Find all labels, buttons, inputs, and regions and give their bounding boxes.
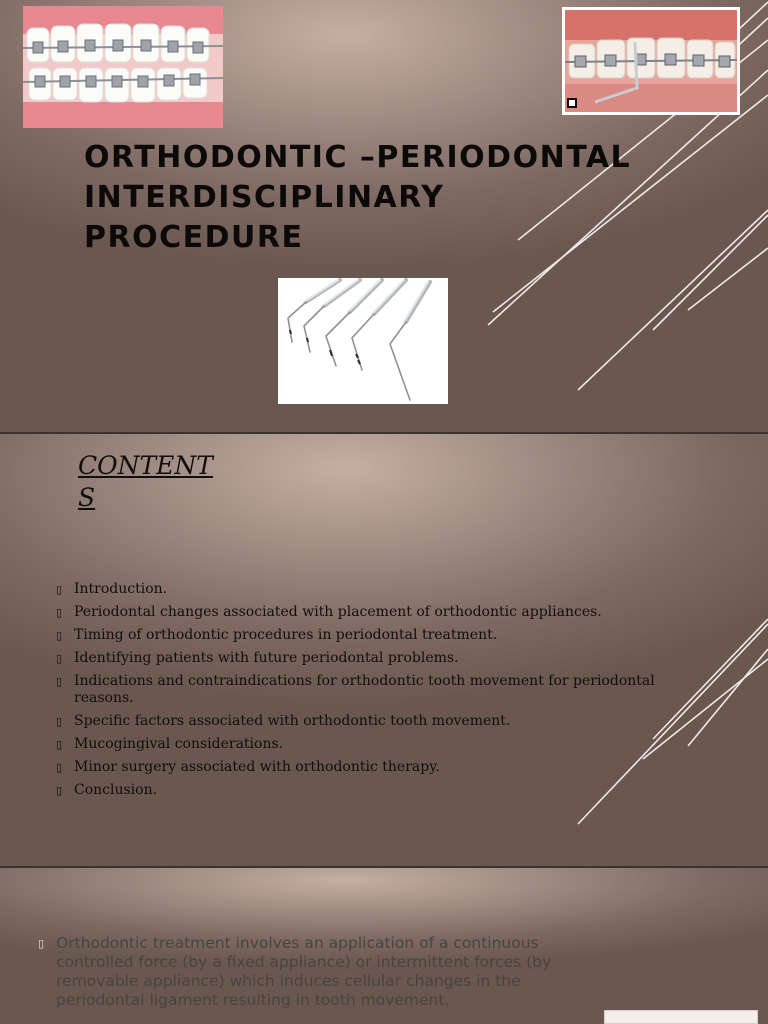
list-item: ▯ Identifying patients with future periodontal problems. bbox=[56, 650, 459, 666]
paragraph-text: Orthodontic treatment involves an application of a continuous controlled force (by a fixed appliance) or intermittent forces (by removable appliance) which induces cellular changes in the periodontal ligament resulting in tooth movement. bbox=[56, 934, 552, 1009]
list-item: ▯ Mucogingival considerations. bbox=[56, 736, 284, 752]
list-item: ▯ Conclusion. bbox=[56, 782, 158, 798]
thumbnail-image bbox=[604, 1010, 758, 1024]
list-item: ▯ Specific factors associated with orthodontic tooth movement. bbox=[56, 713, 511, 729]
bullet-icon: ▯ bbox=[56, 715, 63, 728]
bullet-icon: ▯ bbox=[56, 652, 63, 665]
bullet-icon: ▯ bbox=[56, 606, 63, 619]
braces-photo bbox=[23, 6, 223, 128]
bullet-icon: ▯ bbox=[56, 675, 63, 688]
list-item: ▯ Indications and contraindications for orthodontic tooth movement for periodontal reasons. bbox=[56, 673, 655, 706]
bullet-icon: ▯ bbox=[56, 629, 63, 642]
title-line: INTERDISCIPLINARY bbox=[84, 180, 445, 215]
title-line: ORTHODONTIC –PERIODONTAL bbox=[84, 140, 632, 175]
periodontal-probes-photo bbox=[278, 278, 448, 404]
bullet-icon: ▯ bbox=[56, 761, 63, 774]
bullet-icon: ▯ bbox=[38, 937, 45, 950]
slide-title bbox=[84, 138, 684, 258]
contents-list bbox=[56, 581, 656, 805]
bullet-icon: ▯ bbox=[56, 784, 63, 797]
bullet-icon: ▯ bbox=[56, 583, 63, 596]
list-item: ▯ Introduction. bbox=[56, 581, 168, 597]
title-slide bbox=[0, 0, 768, 432]
title-line: PROCEDURE bbox=[84, 220, 304, 255]
contents-slide bbox=[0, 434, 768, 866]
intro-paragraph bbox=[38, 934, 598, 1010]
periodontal-probe-in-mouth-photo bbox=[562, 7, 740, 115]
introduction-slide bbox=[0, 868, 768, 1024]
contents-heading: CONTENTS bbox=[78, 451, 213, 512]
bullet-icon: ▯ bbox=[56, 738, 63, 751]
list-item: ▯ Timing of orthodontic procedures in periodontal treatment. bbox=[56, 627, 498, 643]
list-item: ▯ Periodontal changes associated with placement of orthodontic appliances. bbox=[56, 604, 602, 620]
list-item: ▯ Minor surgery associated with orthodontic therapy. bbox=[56, 759, 440, 775]
